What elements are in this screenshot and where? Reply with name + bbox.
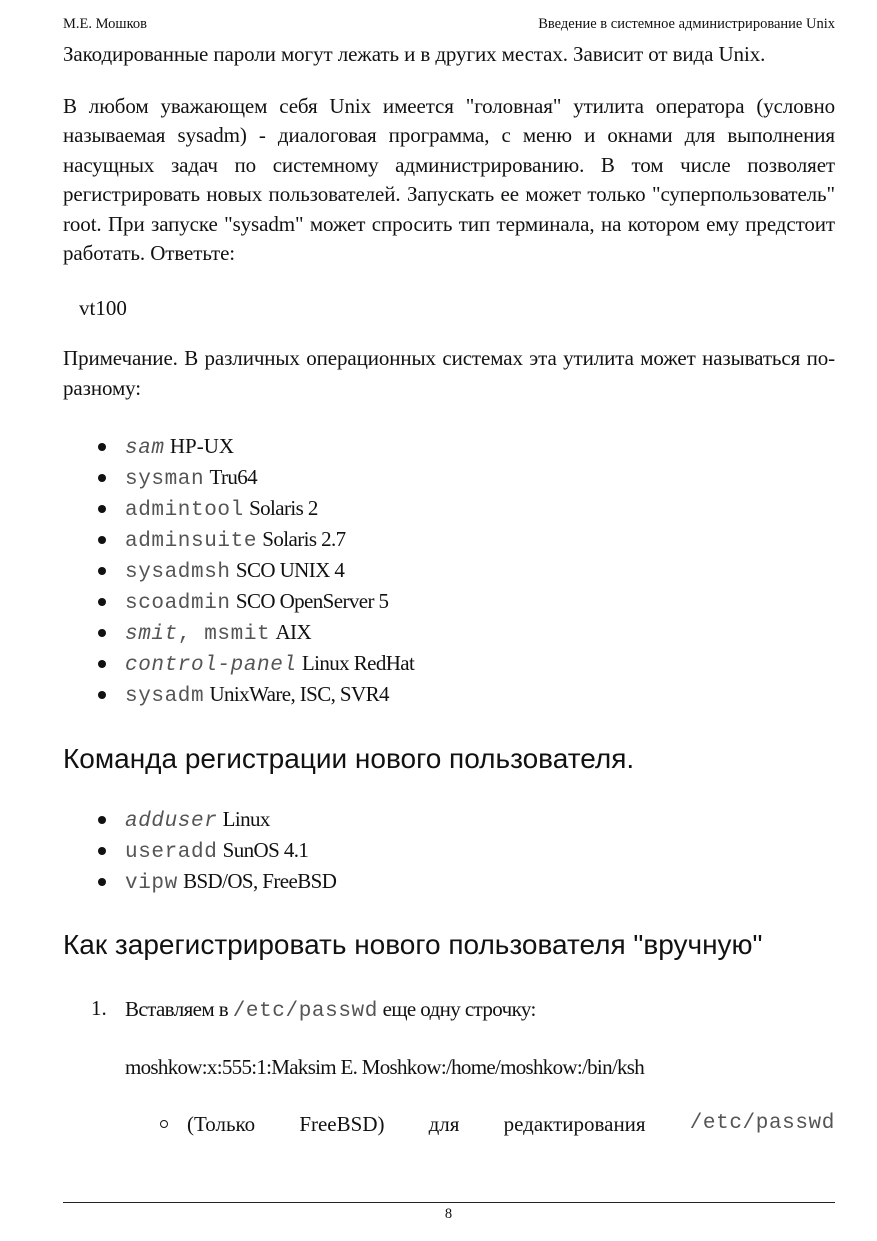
command-separator: , [177, 623, 205, 646]
file-path: /etc/passwd [232, 1000, 378, 1023]
sub-word: (Только [187, 1112, 256, 1136]
sub-word: редактирования [503, 1112, 646, 1136]
section-heading-register-command: Команда регистрации нового пользователя. [63, 743, 635, 774]
list-item [125, 617, 835, 648]
step-text [125, 994, 835, 1027]
os-name: SCO OpenServer 5 [235, 589, 389, 613]
sysadm-utility-list [63, 431, 835, 710]
register-command-list [63, 804, 835, 897]
paragraph-note: Примечание. В различных операционных системах эта утилита может называться по-разному: [63, 346, 835, 400]
list-item [125, 524, 835, 555]
sub-list-item [187, 1109, 835, 1139]
os-name: Linux [222, 807, 270, 831]
terminal-answer: vt100 [79, 295, 127, 320]
os-name: Solaris 2 [249, 496, 318, 520]
command-name: adduser [125, 810, 218, 833]
os-name: Linux RedHat [301, 651, 415, 675]
os-name: SCO UNIX 4 [235, 558, 345, 582]
command-name: scoadmin [125, 592, 231, 615]
os-name: Tru64 [209, 465, 258, 489]
page-content [63, 40, 835, 1139]
list-item [125, 679, 835, 710]
os-name: BSD/OS, FreeBSD [183, 869, 337, 893]
list-item [125, 431, 835, 462]
file-path: /etc/passwd [689, 1112, 835, 1135]
step-sub-list [125, 1109, 835, 1139]
passwd-line: moshkow:x:555:1:Maksim E. Moshkow:/home/moshkow:/bin/ksh [125, 1055, 645, 1079]
command-name-alt: msmit [204, 623, 271, 646]
command-name: vipw [125, 872, 178, 895]
os-name: UnixWare, ISC, SVR4 [209, 682, 389, 706]
list-item [125, 648, 835, 679]
command-name: admintool [125, 499, 244, 522]
page-number: 8 [444, 1206, 453, 1222]
os-name: Solaris 2.7 [262, 527, 346, 551]
os-name: AIX [275, 620, 312, 644]
command-name: sysadmsh [125, 561, 231, 584]
list-item [125, 804, 835, 835]
list-item [125, 462, 835, 493]
os-name: HP-UX [169, 434, 235, 458]
os-name: SunOS 4.1 [222, 838, 309, 862]
sub-word: FreeBSD) [299, 1112, 385, 1136]
page-header [63, 16, 835, 36]
command-name: adminsuite [125, 530, 258, 553]
step-number: 1. [91, 996, 107, 1020]
footer-rule [63, 1202, 835, 1203]
paragraph-sysadm: В любом уважающем себя Unix имеется "головная" утилита оператора (условно называемая sysadm) - диалоговая программа, с меню и окнами для выполнения насущных задач по системному администрированию. В том числе позволяет регистрировать новых пользователей. Запускать ее может только "суперпользователь" root. При запуске "sysadm" может спросить тип терминала, на котором ему предстоит работать. Ответьте: [63, 93, 835, 265]
sub-word: для [428, 1112, 460, 1136]
list-item [125, 555, 835, 586]
list-item [125, 866, 835, 897]
section-heading-manual-register: Как зарегистрировать нового пользователя "вручную" [63, 929, 763, 960]
manual-steps-list [63, 994, 835, 1139]
list-item [125, 586, 835, 617]
command-name: sysadm [125, 685, 205, 708]
step-text-before: Вставляем в [125, 997, 229, 1021]
list-item [125, 493, 835, 524]
header-author: М.Е. Мошков [63, 16, 147, 32]
command-name: control-panel [125, 654, 297, 677]
command-name: sysman [125, 468, 205, 491]
step-item [91, 994, 835, 1139]
command-name: useradd [125, 841, 218, 864]
step-text-after: еще одну строчку: [382, 997, 536, 1021]
paragraph-passwords: Закодированные пароли могут лежать и в других местах. Зависит от вида Unix. [63, 42, 766, 66]
list-item [125, 835, 835, 866]
header-title: Введение в системное администрирование Unix [538, 16, 835, 32]
command-name: sam [125, 437, 165, 460]
command-name: smit [125, 623, 178, 646]
